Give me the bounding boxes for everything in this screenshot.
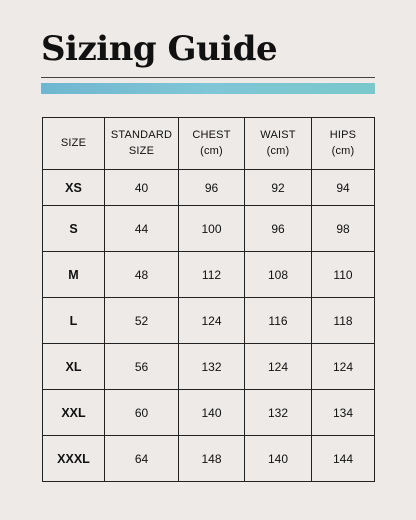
waist-cell: 140 — [245, 436, 312, 482]
header-label: SIZE — [60, 136, 87, 149]
size-cell: L — [43, 298, 105, 344]
standard-size-cell: 48 — [105, 252, 179, 298]
chest-cell: 148 — [179, 436, 245, 482]
waist-cell: 108 — [245, 252, 312, 298]
table-row — [43, 170, 375, 206]
table-row — [43, 252, 375, 298]
waist-cell: 92 — [245, 170, 312, 206]
chest-cell: 100 — [179, 206, 245, 252]
chest-cell: 140 — [179, 390, 245, 436]
standard-size-cell: 64 — [105, 436, 179, 482]
hips-cell: 118 — [312, 298, 375, 344]
chest-cell: 112 — [179, 252, 245, 298]
waist-cell: 124 — [245, 344, 312, 390]
header-unit: (cm) — [200, 144, 223, 157]
hips-cell: 110 — [312, 252, 375, 298]
size-cell: XXL — [43, 390, 105, 436]
standard-size-cell: 52 — [105, 298, 179, 344]
table-row — [43, 344, 375, 390]
header-unit: (cm) — [266, 144, 290, 157]
table-row — [43, 206, 375, 252]
waist-cell: 116 — [245, 298, 312, 344]
size-cell: XL — [43, 344, 105, 390]
size-cell: S — [43, 206, 105, 252]
hips-cell: 144 — [312, 436, 375, 482]
header-standard-size — [105, 118, 179, 170]
standard-size-cell: 44 — [105, 206, 179, 252]
table-header-row — [43, 118, 375, 170]
size-cell: M — [43, 252, 105, 298]
sizing-table — [42, 117, 375, 482]
chest-cell: 132 — [179, 344, 245, 390]
hips-cell: 134 — [312, 390, 375, 436]
hips-cell: 94 — [312, 170, 375, 206]
header-label: CHEST — [192, 129, 231, 142]
table-row — [43, 436, 375, 482]
header-label: SIZE — [128, 144, 155, 157]
size-cell: XXXL — [43, 436, 105, 482]
chest-cell: 96 — [179, 170, 245, 206]
table-row — [43, 298, 375, 344]
header-label: STANDARD — [110, 129, 173, 142]
header-label: HIPS — [329, 129, 357, 142]
hips-cell: 98 — [312, 206, 375, 252]
standard-size-cell: 56 — [105, 344, 179, 390]
header-chest — [179, 118, 245, 170]
waist-cell: 132 — [245, 390, 312, 436]
page-title: Sizing Guide — [41, 29, 278, 69]
table-body — [43, 170, 375, 482]
table-row — [43, 390, 375, 436]
standard-size-cell: 60 — [105, 390, 179, 436]
standard-size-cell: 40 — [105, 170, 179, 206]
header-unit: (cm) — [331, 144, 355, 157]
chest-cell: 124 — [179, 298, 245, 344]
header-label: WAIST — [260, 129, 296, 142]
title-divider — [41, 77, 375, 78]
waist-cell: 96 — [245, 206, 312, 252]
size-cell: XS — [43, 170, 105, 206]
hips-cell: 124 — [312, 344, 375, 390]
accent-bar — [41, 83, 375, 94]
header-hips — [312, 118, 375, 170]
header-size — [43, 118, 105, 170]
header-waist — [245, 118, 312, 170]
